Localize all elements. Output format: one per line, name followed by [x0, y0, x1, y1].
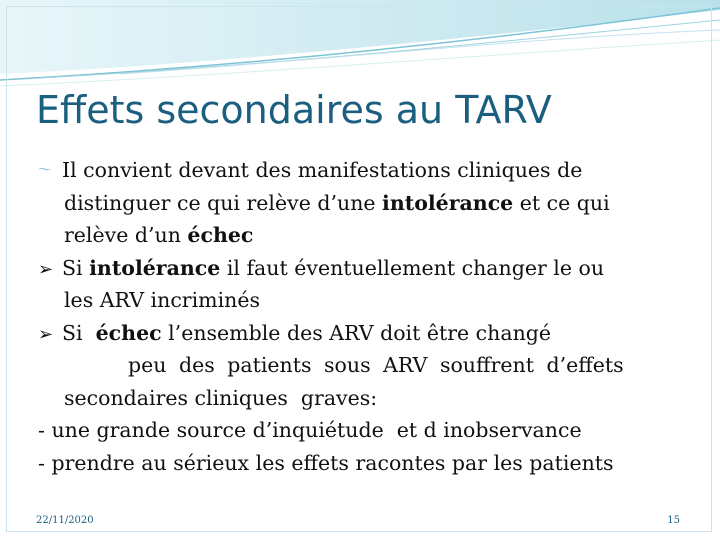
bullet-1-line-3 — [38, 219, 688, 252]
arrow-1-text-post: il faut éventuellement changer le ou — [220, 255, 605, 280]
dash-line-2 — [38, 447, 688, 480]
arrow-1-line-1 — [38, 252, 688, 285]
slide-body — [38, 154, 688, 479]
slide-title: Effets secondaires au TARV — [36, 88, 552, 132]
arrow-2-text-post: l’ensemble des ARV doit être changé — [161, 320, 552, 345]
arrow-1-text-2: les ARV incriminés — [64, 288, 261, 312]
arrow-2-text-pre: Si — [62, 320, 96, 345]
arrow-1-line-2 — [38, 284, 688, 317]
arrow-2-line-1 — [38, 317, 688, 350]
para-text-1: peu des patients sous ARV souffrent d’effets — [128, 353, 624, 377]
footer-page-number: 15 — [667, 515, 680, 526]
dash-line-1 — [38, 414, 688, 447]
arrow-2-bold: échec — [95, 320, 162, 345]
arrow-1-bold: intolérance — [89, 255, 221, 280]
footer-date: 22/11/2020 — [36, 515, 94, 526]
bullet-1-bold-intolerance: intolérance — [382, 190, 514, 215]
bullet-1-bold-echec: échec — [187, 223, 254, 247]
bullet-1-text-2b: et ce qui — [513, 190, 610, 215]
bullet-1-text-1: Il convient devant des manifestations cliniques de — [62, 158, 583, 182]
bullet-1-line-2 — [38, 187, 688, 220]
arrow-bullet-icon: ➢ — [38, 323, 54, 345]
arrow-bullet-icon: ➢ — [38, 258, 54, 280]
para-line-1 — [38, 349, 688, 382]
wave-bullet-icon: 〜 — [38, 163, 52, 178]
bullet-1-text-2a: distinguer ce qui relève d’une — [64, 190, 383, 215]
bullet-1-text-3a: relève d’un — [64, 223, 188, 247]
para-text-2: secondaires cliniques graves: — [64, 385, 378, 410]
dash-text-2: - prendre au sérieux les effets racontes par les patients — [38, 450, 614, 475]
bullet-1-line-1 — [38, 154, 688, 187]
dash-text-1: - une grande source d’inquiétude et d inobservance — [38, 418, 582, 442]
arrow-1-text-pre: Si — [62, 255, 90, 280]
para-line-2 — [38, 382, 688, 415]
